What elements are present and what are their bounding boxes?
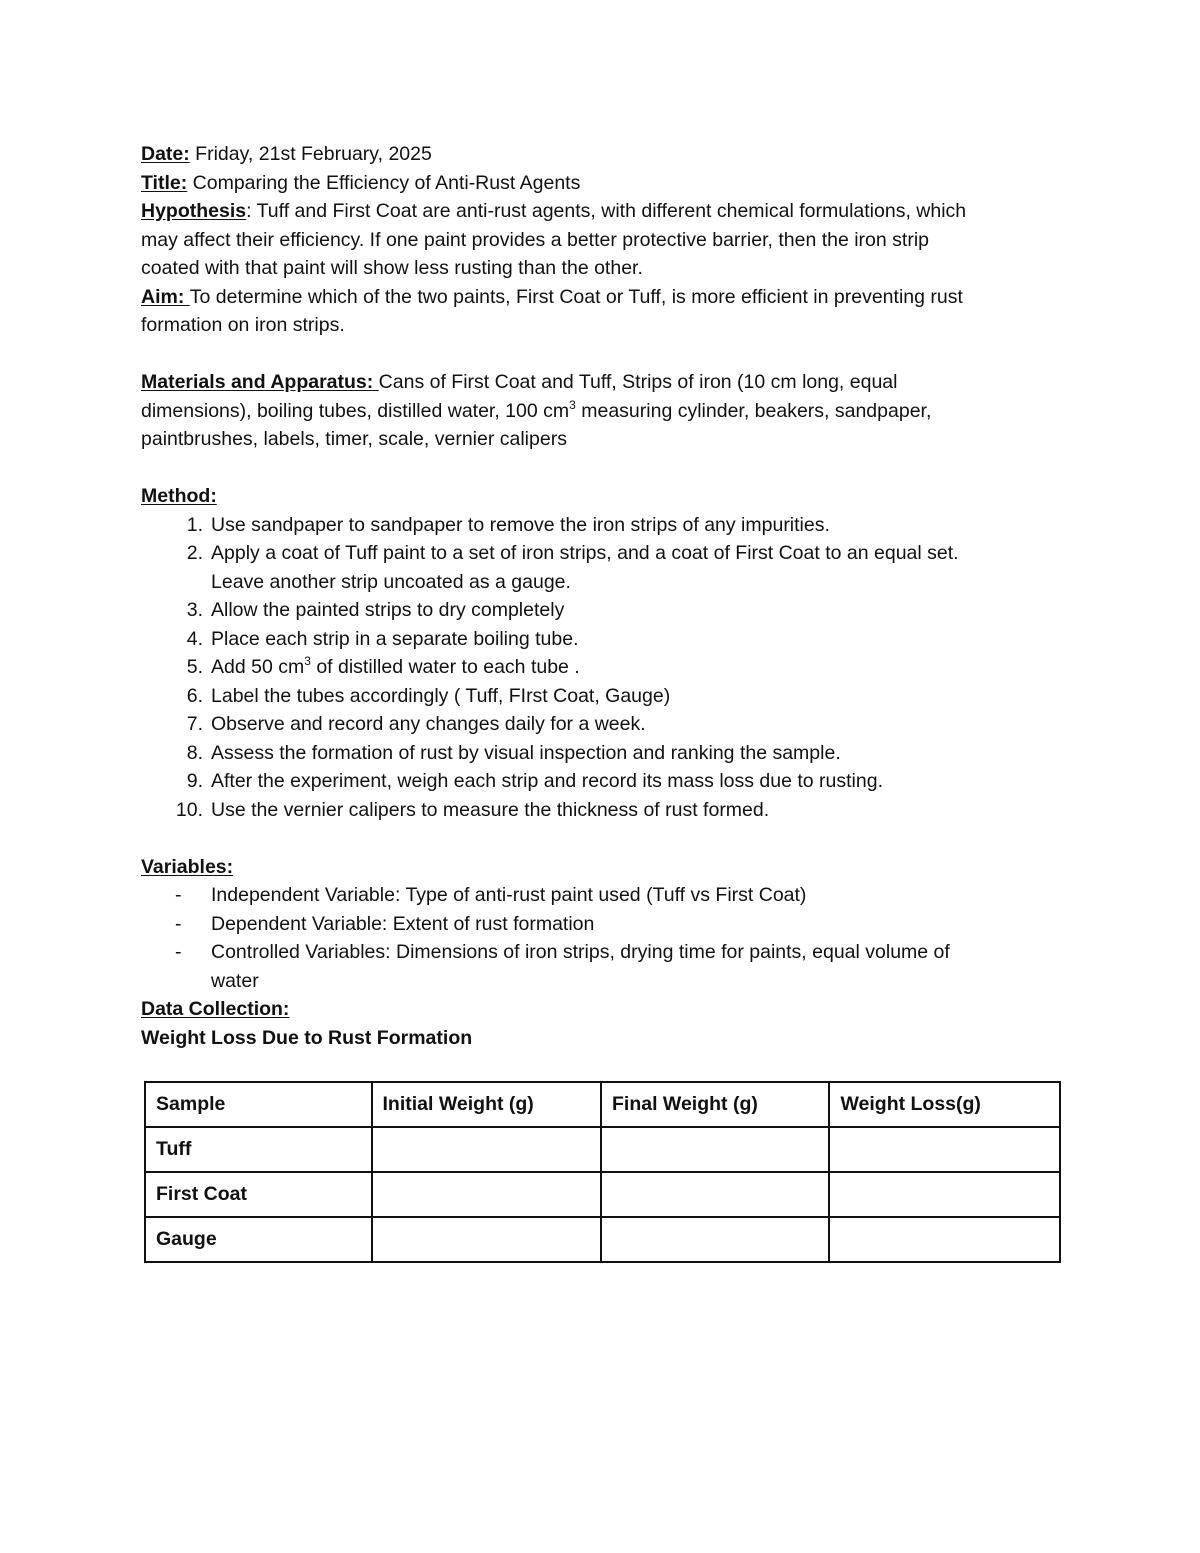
step-number: 5.: [186, 656, 203, 678]
title-line: [141, 169, 1066, 198]
table-row: [145, 1172, 1060, 1217]
method-step: [141, 625, 1066, 654]
step-text: Allow the painted strips to dry completely: [211, 599, 565, 621]
step-number: 6.: [186, 684, 203, 707]
step-number: 8.: [186, 741, 203, 764]
step-text: Apply a coat of Tuff paint to a set of iron strips, and a coat of First Coat to an equal set.: [211, 542, 959, 564]
variable-text: Dependent Variable: Extent of rust formation: [211, 912, 595, 935]
method-step: [141, 682, 1066, 711]
weight-loss-cell: [829, 1172, 1060, 1217]
variable-text-continued: water: [211, 969, 259, 992]
variables-label: Variables:: [141, 855, 234, 878]
method-step: [141, 796, 1066, 825]
sample-cell: Tuff: [145, 1127, 372, 1172]
header-cell-sample: Sample: [145, 1082, 372, 1127]
materials-line-1: [141, 368, 1066, 397]
step-number: 10.: [175, 798, 203, 821]
weight-loss-cell: [829, 1127, 1060, 1172]
step-number: 4.: [186, 627, 203, 650]
spacer: [141, 454, 1066, 483]
superscript: 3: [304, 654, 311, 668]
method-heading: [141, 482, 1066, 511]
variable-item: [141, 881, 1066, 910]
variable-item: [141, 910, 1066, 939]
method-step: [141, 539, 1066, 596]
data-collection-label: Data Collection:: [141, 998, 290, 1020]
weight-loss-table: [144, 1081, 1061, 1263]
superscript: 3: [569, 397, 576, 412]
hypothesis-line-3: coated with that paint will show less rusting than the other.: [141, 257, 643, 279]
dash-bullet: -: [175, 912, 182, 935]
step-number: 7.: [186, 713, 203, 735]
materials-line-2-text: dimensions), boiling tubes, distilled water, 100 cm: [141, 399, 570, 422]
step-text: Add 50 cm: [211, 656, 305, 678]
aim-text: To determine which of the two paints, First Coat or Tuff, is more efficient in preventing rust: [189, 285, 963, 308]
date-value: Friday, 21st February, 2025: [189, 143, 432, 165]
variable-text: Independent Variable: Type of anti-rust paint used (Tuff vs First Coat): [211, 884, 807, 906]
variable-text: Controlled Variables: Dimensions of iron strips, drying time for paints, equal volume of: [211, 941, 950, 963]
step-text: Assess the formation of rust by visual inspection and ranking the sample.: [211, 741, 841, 764]
step-number: 9.: [186, 770, 203, 792]
final-weight-cell: [601, 1217, 829, 1262]
table-header-row: [145, 1082, 1060, 1127]
sample-cell: First Coat: [145, 1172, 372, 1217]
data-collection-heading: [141, 995, 1066, 1024]
table-row: [145, 1127, 1060, 1172]
sample-cell: Gauge: [145, 1217, 372, 1262]
table-row: [145, 1217, 1060, 1262]
method-step: [141, 596, 1066, 625]
step-number: 1.: [186, 513, 203, 536]
method-step: [141, 710, 1066, 739]
step-text: Use the vernier calipers to measure the thickness of rust formed.: [211, 798, 770, 821]
title-value: Comparing the Efficiency of Anti-Rust Agents: [187, 171, 581, 194]
step-text: After the experiment, weigh each strip and record its mass loss due to rusting.: [211, 770, 883, 792]
method-list: [141, 511, 1066, 825]
variables-list: [141, 881, 1066, 995]
materials-line-2-rest: measuring cylinder, beakers, sandpaper,: [575, 399, 932, 422]
step-number: 3.: [186, 599, 203, 621]
date-label: Date:: [141, 143, 190, 165]
variable-item: [141, 938, 1066, 995]
title-label: Title:: [141, 171, 188, 194]
materials-line-3: paintbrushes, labels, timer, scale, vernier calipers: [141, 428, 567, 450]
document-body: [141, 140, 1066, 1052]
initial-weight-cell: [372, 1172, 601, 1217]
header-cell-initial-weight: Initial Weight (g): [372, 1082, 601, 1127]
hypothesis-text: : Tuff and First Coat are anti-rust agents, with different chemical formulations, which: [246, 200, 967, 222]
initial-weight-cell: [372, 1217, 601, 1262]
materials-label: Materials and Apparatus:: [141, 371, 379, 393]
spacer: [141, 824, 1066, 853]
hypothesis-line-1: [141, 197, 1066, 226]
step-text: Observe and record any changes daily for a week.: [211, 713, 646, 735]
hypothesis-label: Hypothesis: [141, 200, 247, 222]
initial-weight-cell: [372, 1127, 601, 1172]
step-text: Label the tubes accordingly ( Tuff, FIrst Coat, Gauge): [211, 684, 671, 707]
step-number: 2.: [186, 542, 203, 564]
aim-label: Aim:: [141, 285, 190, 308]
header-cell-weight-loss: Weight Loss(g): [829, 1082, 1060, 1127]
final-weight-cell: [601, 1127, 829, 1172]
dash-bullet: -: [175, 884, 182, 906]
date-line: [141, 140, 1066, 169]
method-label: Method:: [141, 485, 217, 507]
variables-heading: [141, 853, 1066, 882]
dash-bullet: -: [175, 941, 182, 963]
final-weight-cell: [601, 1172, 829, 1217]
step-text-continued: Leave another strip uncoated as a gauge.: [211, 570, 571, 593]
materials-text: Cans of First Coat and Tuff, Strips of iron (10 cm long, equal: [378, 371, 898, 393]
header-cell-final-weight: Final Weight (g): [601, 1082, 829, 1127]
method-step: [141, 511, 1066, 540]
table-title: Weight Loss Due to Rust Formation: [141, 1026, 473, 1049]
materials-line-2: [141, 397, 1066, 426]
method-step: [141, 767, 1066, 796]
aim-line-1: [141, 283, 1066, 312]
aim-line-2: formation on iron strips.: [141, 314, 345, 336]
method-step: [141, 653, 1066, 682]
step-text-rest: of distilled water to each tube .: [310, 656, 580, 678]
hypothesis-line-2: may affect their efficiency. If one paint provides a better protective barrier, then the iron strip: [141, 228, 929, 251]
step-text: Place each strip in a separate boiling tube.: [211, 627, 579, 650]
weight-loss-cell: [829, 1217, 1060, 1262]
spacer: [141, 340, 1066, 369]
method-step: [141, 739, 1066, 768]
step-text: Use sandpaper to sandpaper to remove the iron strips of any impurities.: [211, 513, 830, 536]
